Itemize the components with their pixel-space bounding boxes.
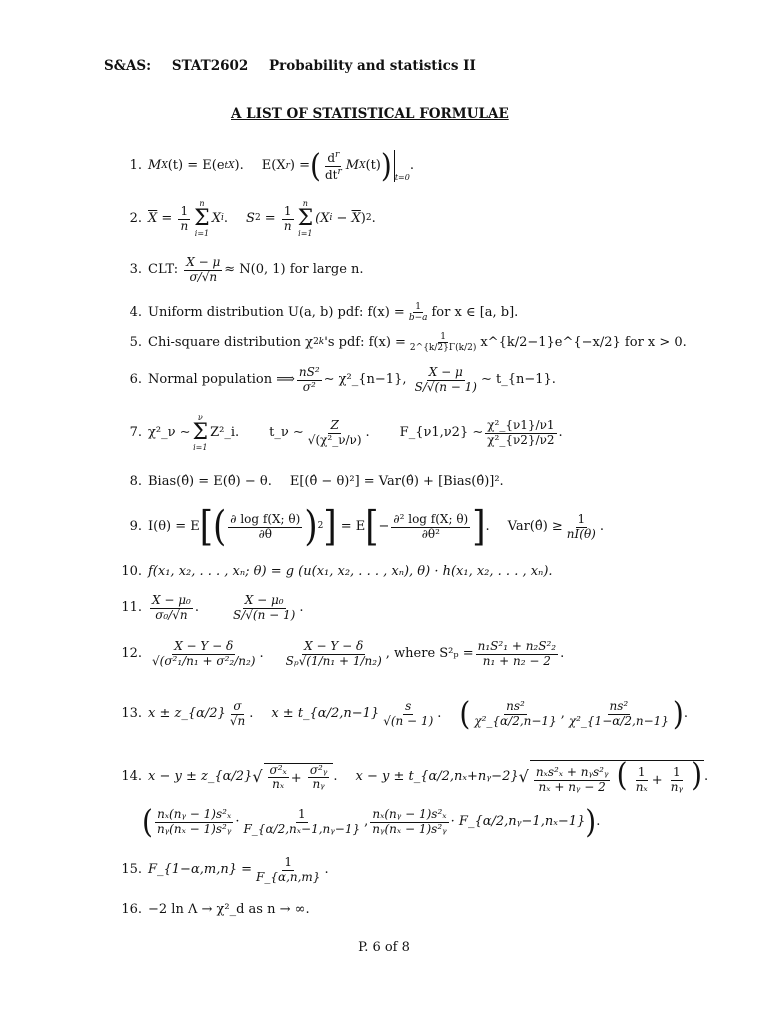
formula-12: 12. $\frac{X - Y - \delta}{\text{√(σ²₁/n₁ + σ²₂/n₂)}}$ . $\frac{X - Y - \delta}{\text{Sₚ√(1/n₁ + 1/n₂)}}$ , where S²ₚ = $\frac{\text{n₁S²₁ + n₂S²₂}}{\text{n₁ + n₂ − 2}}$ . bbox=[112, 640, 564, 669]
formula-7: 7. χ²_ν ∼ ν Σ i=1 Z²_i. t_ν ∼ $\frac{Z}{\text{√(χ²\_ν/ν)}}$ . F_{ν1,ν2} ∼ $\frac{\text{χ²\_\{ν1\}/ν1}}{\text{χ²\_\{ν2\}/ν2}}$ . bbox=[120, 414, 563, 452]
formula-13: 13. x ± z_{α/2} $\frac{\sigma}{√n}$ . x ± t_{α/2,n−1} $\frac{s}{√(n - 1)}$ . ( $\frac{\text{ns²}}{\text{χ²\_\{α/2,n−1\}}}$ , $\frac{\text{ns²}}{\text{χ²\_\{1−α/2,n−1\}}}$ ) . bbox=[112, 700, 688, 729]
course-title: Probability and statistics II bbox=[268, 58, 476, 74]
course-code: STAT2602 bbox=[171, 58, 249, 74]
formula-1: 1. M X (t) = E(e tX ). E(X r ) = ( $\frac{d^r}{dt^r}$ M X (t) ) t=0 . bbox=[120, 150, 414, 183]
formula-8: 8. Bias(θ̂) = E(θ̂) − θ. E[(θ̂ − θ)²] = Var(θ̂) + [Bias(θ̂)]². bbox=[120, 474, 504, 490]
formula-6: 6. Normal population ⟹ $\frac{\text{nS²}}{\text{σ²}}$ ∼ χ²_{n−1}, $\frac{X - \mu}{S/√(n - 1)}$ ∼ t_{n−1}. bbox=[120, 366, 556, 395]
formula-number: 6. bbox=[129, 372, 142, 388]
formula-number: 12. bbox=[121, 646, 142, 662]
formula-2: 2. $\overline{X}$ = $\frac{1}{n}$ n Σ i=1 X i . S 2 = $\frac{1}{n}$ n Σ i=1 (X i − $\overline{X}$ ) 2 . bbox=[120, 200, 376, 238]
formula-number: 1. bbox=[129, 158, 142, 174]
formula-4: 4. Uniform distribution U(a, b) pdf: f(x) = $\frac{1}{b-a}$ for x ∈ [a, b]. bbox=[120, 302, 518, 324]
formula-10: 10. f(x₁, x₂, . . . , xₙ; θ) = g (u(x₁, x₂, . . . , xₙ), θ) · h(x₁, x₂, . . . , xₙ). bbox=[112, 564, 553, 580]
formula-number: 10. bbox=[121, 564, 142, 579]
school-label: S&AS: bbox=[104, 58, 152, 74]
page-number: P. 6 of 8 bbox=[358, 940, 410, 955]
formula-9: 9. I(θ) = E [( $\frac{\text{∂ log f(X; θ)}}{\partial\theta}$ ) 2 ] = E [ − $\frac{\text{∂² log f(X; θ)}}{\text{∂θ²}}$ ] . Var(θ̂) ≥ $\frac{1}{nI(\theta)}$ . bbox=[120, 510, 604, 544]
formula-number: 5. bbox=[129, 334, 142, 350]
formula-number: 16. bbox=[121, 902, 142, 917]
formula-number: 4. bbox=[129, 304, 142, 320]
derivative-fraction: $\frac{d^r}{dt^r}$ bbox=[324, 150, 342, 182]
formula-number: 7. bbox=[129, 424, 142, 440]
summation: n Σ i=1 bbox=[194, 199, 210, 238]
formula-number: 13. bbox=[121, 706, 142, 722]
formula-number: 3. bbox=[129, 262, 142, 278]
formula-number: 11. bbox=[121, 600, 142, 616]
formula-16: 16. −2 ln Λ → χ²_d as n → ∞. bbox=[112, 902, 310, 918]
formula-5: 5. Chi-square distribution χ 2 k 's pdf: f(x) = $\frac{1}{2\^{}\{k/2\}\Gamma(k/2)}$ x^{k/2−1}e^{−x/2} for x > 0. bbox=[120, 332, 687, 354]
formula-14-continuation: ( $\frac{\text{nₓ(nᵧ − 1)s²ₓ}}{\text{nᵧ(nₓ − 1)s²ᵧ}}$ · $\frac{1}{\text{F\_\{α/2,nₓ−1,nᵧ−1\}}}$ , $\frac{\text{nₓ(nᵧ − 1)s²ₓ}}{\text{nᵧ(nₓ − 1)s²ᵧ}}$ · F_{α/2,nᵧ−1,nₓ−1} ) . bbox=[142, 802, 601, 841]
formula-number: 15. bbox=[121, 862, 142, 878]
formula-number: 14. bbox=[121, 769, 142, 785]
formula-11: 11. $\frac{\text{X − μ₀}}{\text{σ₀/√n}}$ . $\frac{\text{X − μ₀}}{S/√(n - 1)}$ . bbox=[112, 594, 303, 623]
formula-number: 8. bbox=[129, 474, 142, 489]
formula-15: 15. F_{1−α,m,n} = $\frac{1}{F\_\{\alpha,n,m\}}$ . bbox=[112, 856, 329, 885]
formula-number: 2. bbox=[129, 210, 142, 226]
formula-number: 9. bbox=[129, 518, 142, 534]
formula-3: 3. CLT: $\frac{X - \mu}{\sigma/√n}$ ≈ N(0, 1) for large n. bbox=[120, 256, 364, 285]
page-title: A LIST OF STATISTICAL FORMULAE bbox=[231, 106, 509, 122]
formula-14: 14. x − y ± z_{α/2} √ $\frac{\text{σ²ₓ}}{\text{nₓ}}$ + $\frac{\text{σ²ᵧ}}{\text{nᵧ}}$ . x − y ± t_{α/2,nₓ+nᵧ−2} √ $\frac{\text{nₓs²ₓ + nᵧs²ᵧ}}{\text{nₓ + nᵧ − 2}}$ ( $\frac{1}{\text{nₓ}}$ + $\frac{1}{\text{nᵧ}}$ ) . bbox=[112, 760, 708, 795]
page-header bbox=[104, 58, 476, 75]
